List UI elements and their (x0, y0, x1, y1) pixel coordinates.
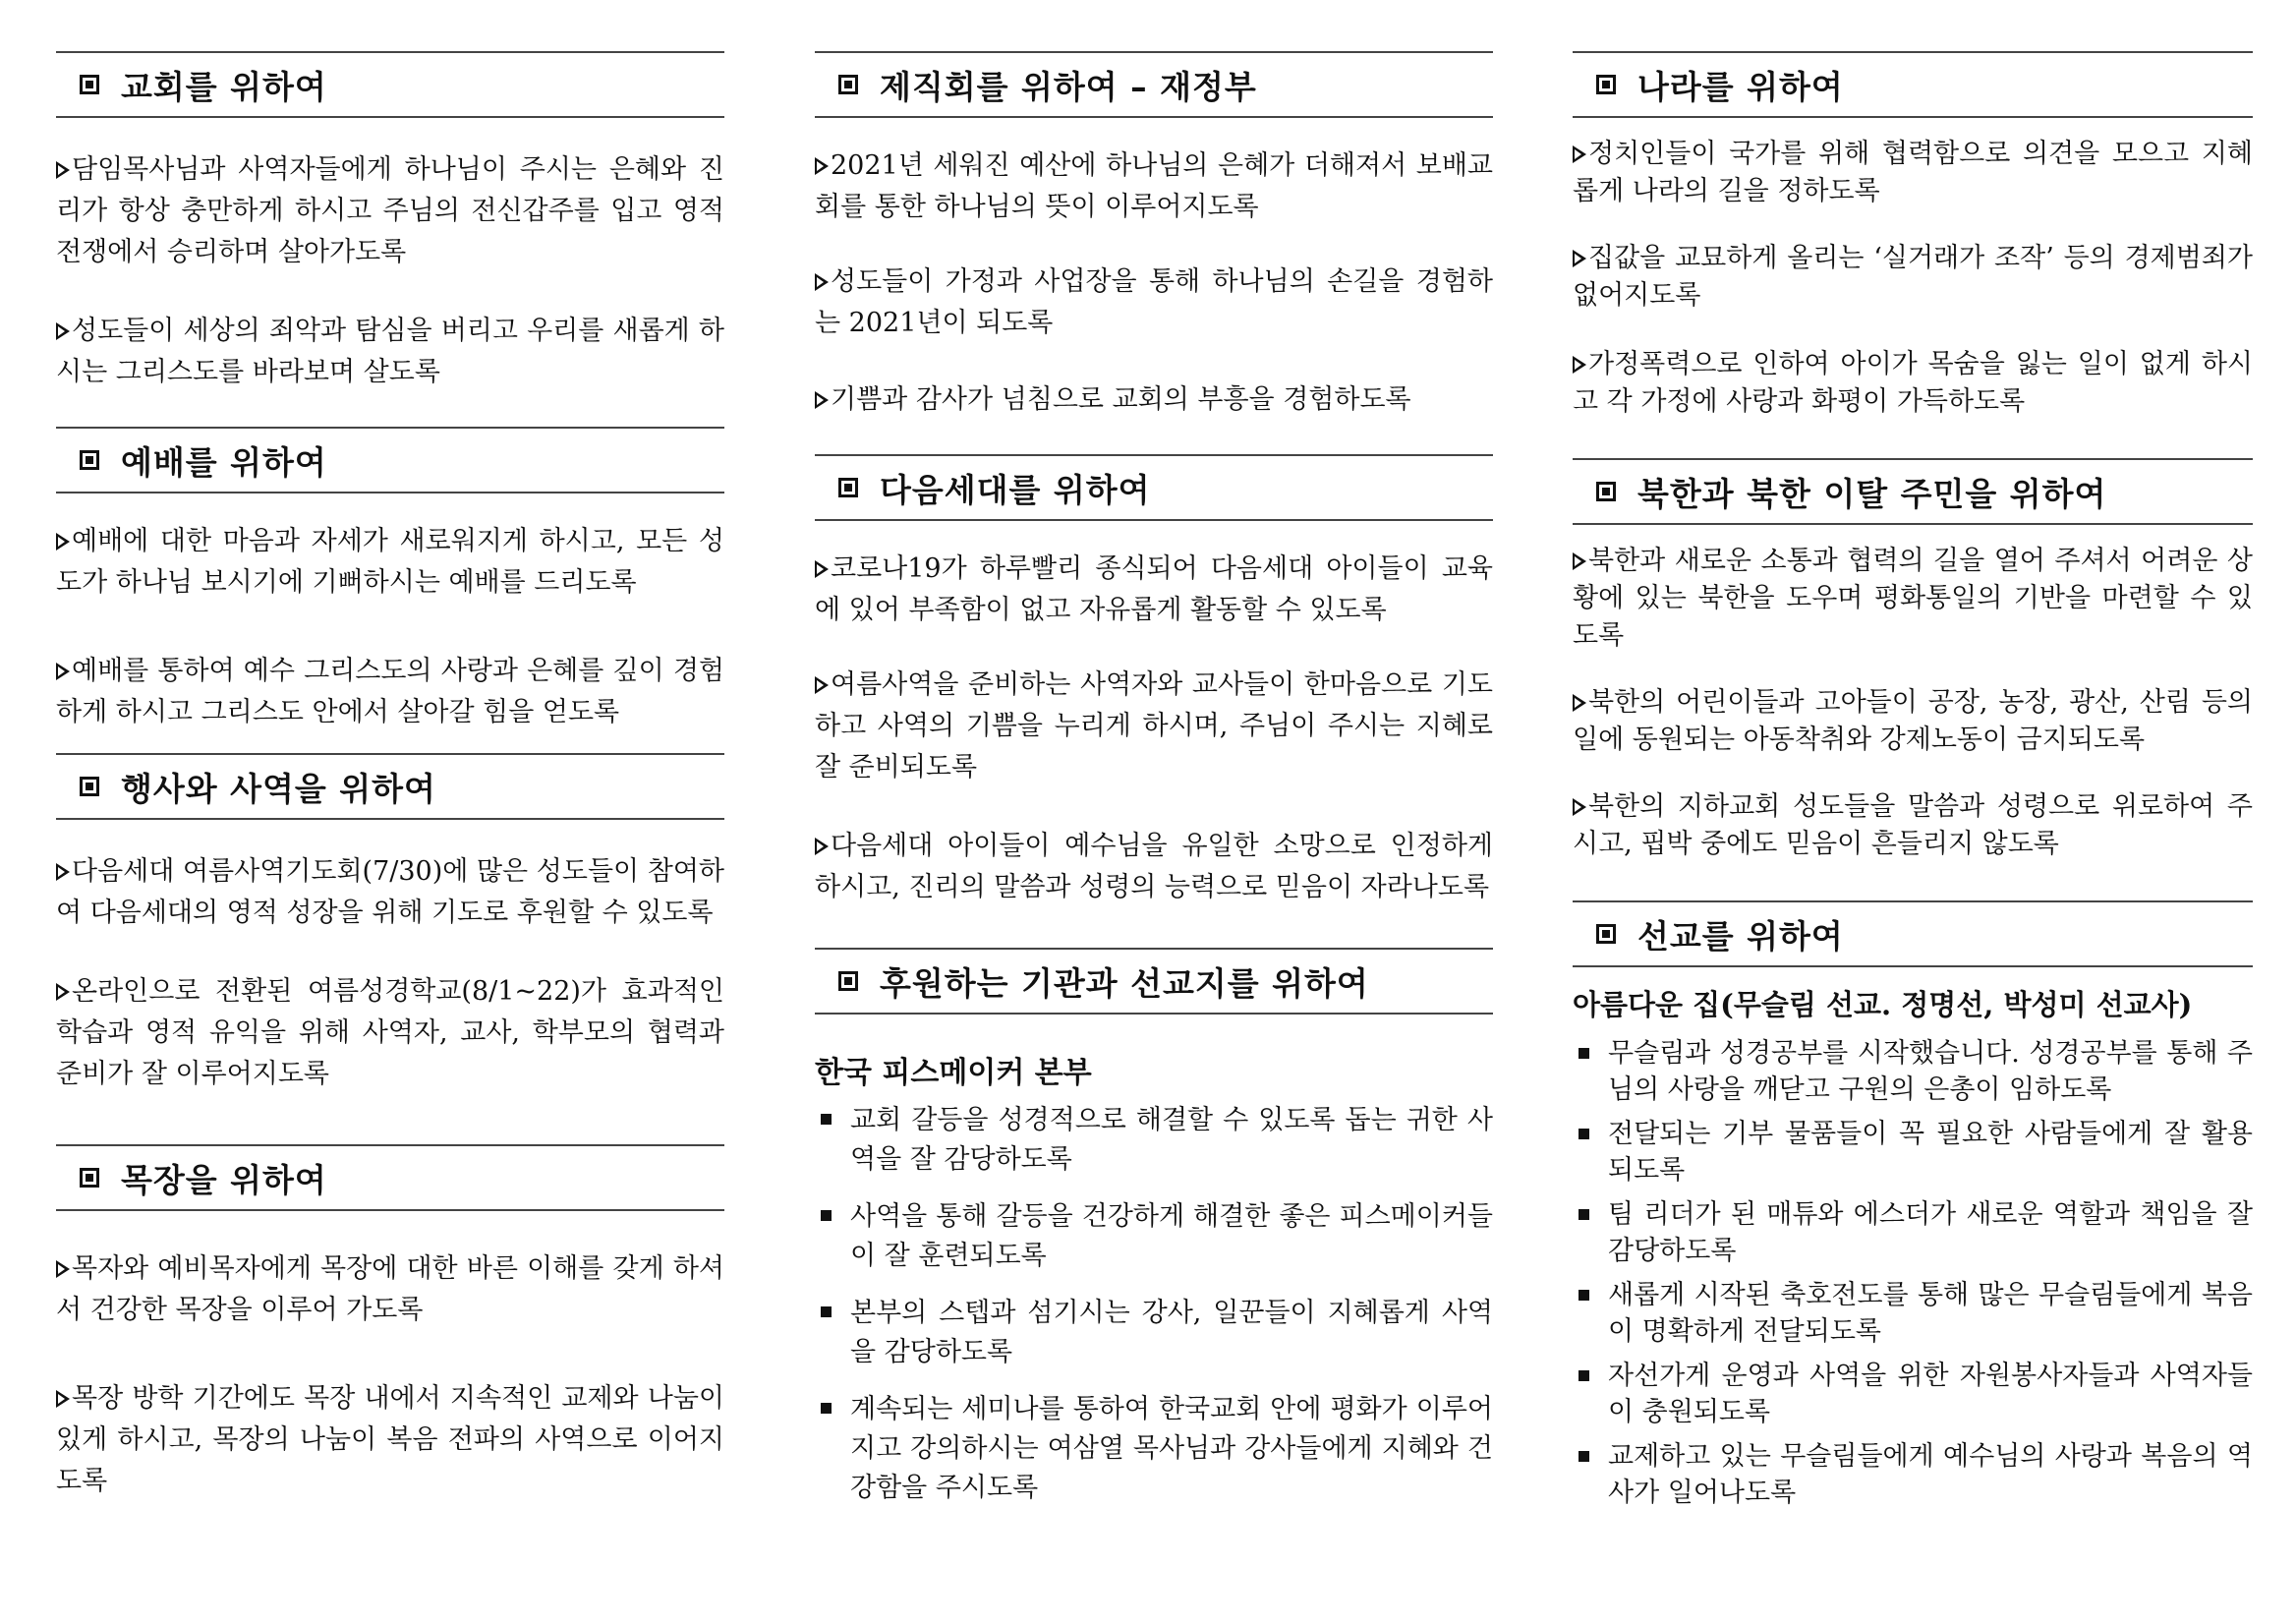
square-bullet-icon (80, 450, 99, 470)
list-item: 본부의 스텝과 섬기시는 강사, 일꾼들이 지혜롭게 사역을 감당하도록 (815, 1294, 1493, 1372)
prayer-item: 가정폭력으로 인하여 아이가 목숨을 잃는 일이 없게 하시고 각 가정에 사랑과 화평이 가득하도록 (1573, 349, 2253, 417)
section-heading-events: 행사와 사역을 위하여 (56, 753, 724, 820)
prayer-item: 2021년 세워진 예산에 하나님의 은혜가 더해져서 보배교회를 통한 하나님의 뜻이 이루어지도록 (815, 150, 1493, 222)
list-item: 전달되는 기부 물품들이 꼭 필요한 사람들에게 잘 활용되도록 (1573, 1116, 2253, 1189)
section-heading-north-korea: 북한과 북한 이탈 주민을 위하여 (1573, 458, 2253, 525)
square-bullet-icon (80, 777, 99, 796)
mission-org-title: 아름다운 집(무슬림 선교. 정명선, 박성미 선교사) (1573, 988, 2193, 1021)
prayer-item: 목장 방학 기간에도 목장 내에서 지속적인 교제와 나눔이 있게 하시고, 목장의 나눔이 복음 전파의 사역으로 이어지도록 (56, 1383, 724, 1496)
support-org-title: 한국 피스메이커 본부 (815, 1056, 1092, 1090)
prayer-item: 북한의 어린이들과 고아들이 공장, 농장, 광산, 산림 등의 일에 동원되는 아동착취와 강제노동이 금지되도록 (1573, 687, 2253, 755)
section-heading-support: 후원하는 기관과 선교지를 위하여 (815, 948, 1493, 1015)
triangle-bullet-icon (1573, 250, 1586, 267)
mission-list (1573, 1035, 2253, 1511)
prayer-item: 예배를 통하여 예수 그리스도의 사랑과 은혜를 깊이 경험하게 하시고 그리스도 안에서 살아갈 힘을 얻도록 (56, 656, 724, 727)
square-bullet-icon (1596, 924, 1616, 944)
triangle-bullet-icon (815, 838, 829, 855)
triangle-bullet-icon (815, 273, 829, 291)
triangle-bullet-icon (1573, 694, 1586, 712)
list-item: 무슬림과 성경공부를 시작했습니다. 성경공부를 통해 주님의 사랑을 깨닫고 구원의 은총이 임하도록 (1573, 1035, 2253, 1108)
triangle-bullet-icon (1573, 145, 1586, 163)
list-item: 교회 갈등을 성경적으로 해결할 수 있도록 돕는 귀한 사역을 잘 감당하도록 (815, 1101, 1493, 1180)
prayer-item: 온라인으로 전환된 여름성경학교(8/1~22)가 효과적인 학습과 영적 유익을 위해 사역자, 교사, 학부모의 협력과 준비가 잘 이루어지도록 (56, 976, 724, 1089)
list-item: 자선가게 운영과 사역을 위한 자원봉사자들과 사역자들이 충원되도록 (1573, 1358, 2253, 1430)
section-heading-finance: 제직회를 위하여 – 재정부 (815, 51, 1493, 118)
list-item: 사역을 통해 갈등을 건강하게 해결한 좋은 피스메이커들이 잘 훈련되도록 (815, 1197, 1493, 1276)
triangle-bullet-icon (56, 1260, 70, 1278)
square-bullet-icon (80, 1168, 99, 1188)
prayer-item: 여름사역을 준비하는 사역자와 교사들이 한마음으로 기도하고 사역의 기쁨을 누리게 하시며, 주님이 주시는 지혜로 잘 준비되도록 (815, 669, 1493, 783)
square-bullet-icon (1596, 75, 1616, 94)
triangle-bullet-icon (56, 161, 70, 179)
triangle-bullet-icon (56, 983, 70, 1001)
square-bullet-icon (1596, 482, 1616, 501)
list-item: 교제하고 있는 무슬림들에게 예수님의 사랑과 복음의 역사가 일어나도록 (1573, 1438, 2253, 1511)
section-heading-cell: 목장을 위하여 (56, 1144, 724, 1211)
prayer-item: 정치인들이 국가를 위해 협력함으로 의견을 모으고 지혜롭게 나라의 길을 정하도록 (1573, 139, 2253, 206)
prayer-item: 집값을 교묘하게 올리는 ‘실거래가 조작’ 등의 경제범죄가 없어지도록 (1573, 243, 2253, 311)
prayer-item: 기쁨과 감사가 넘침으로 교회의 부흥을 경험하도록 (815, 379, 1493, 421)
support-list (815, 1101, 1493, 1508)
section-heading-nation: 나라를 위하여 (1573, 51, 2253, 118)
column-right (1573, 51, 2253, 1511)
prayer-item: 북한과 새로운 소통과 협력의 길을 열어 주셔서 어려운 상황에 있는 북한을 도우며 평화통일의 기반을 마련할 수 있도록 (1573, 546, 2253, 651)
prayer-item: 성도들이 세상의 죄악과 탐심을 버리고 우리를 새롭게 하시는 그리스도를 바라보며 살도록 (56, 316, 724, 387)
prayer-item: 목자와 예비목자에게 목장에 대한 바른 이해를 갖게 하셔서 건강한 목장을 이루어 가도록 (56, 1253, 724, 1325)
section-heading-worship: 예배를 위하여 (56, 427, 724, 493)
triangle-bullet-icon (815, 157, 829, 175)
list-item: 계속되는 세미나를 통하여 한국교회 안에 평화가 이루어지고 강의하시는 여삼열 목사님과 강사들에게 지혜와 건강함을 주시도록 (815, 1390, 1493, 1508)
triangle-bullet-icon (56, 322, 70, 340)
triangle-bullet-icon (815, 560, 829, 578)
prayer-item: 코로나19가 하루빨리 종식되어 다음세대 아이들이 교육에 있어 부족함이 없고 자유롭게 활동할 수 있도록 (815, 553, 1493, 625)
prayer-item: 예배에 대한 마음과 자세가 새로워지게 하시고, 모든 성도가 하나님 보시기에 기뻐하시는 예배를 드리도록 (56, 526, 724, 598)
square-bullet-icon (80, 75, 99, 94)
column-left (56, 51, 724, 1502)
prayer-item: 담임목사님과 사역자들에게 하나님이 주시는 은혜와 진리가 항상 충만하게 하시고 주님의 전신갑주를 입고 영적 전쟁에서 승리하며 살아가도록 (56, 154, 724, 267)
triangle-bullet-icon (56, 863, 70, 881)
prayer-item: 북한의 지하교회 성도들을 말씀과 성령으로 위로하여 주시고, 핍박 중에도 믿음이 흔들리지 않도록 (1573, 791, 2253, 859)
prayer-item: 다음세대 아이들이 예수님을 유일한 소망으로 인정하게 하시고, 진리의 말씀과 성령의 능력으로 믿음이 자라나도록 (815, 831, 1493, 902)
triangle-bullet-icon (56, 663, 70, 680)
triangle-bullet-icon (1573, 356, 1586, 374)
square-bullet-icon (838, 478, 858, 497)
section-heading-church: 교회를 위하여 (56, 51, 724, 118)
square-bullet-icon (838, 971, 858, 991)
section-heading-mission: 선교를 위하여 (1573, 900, 2253, 967)
column-middle (815, 51, 1493, 1508)
section-heading-nextgen: 다음세대를 위하여 (815, 454, 1493, 521)
triangle-bullet-icon (56, 533, 70, 551)
list-item: 팀 리더가 된 매튜와 에스더가 새로운 역할과 책임을 잘 감당하도록 (1573, 1196, 2253, 1269)
triangle-bullet-icon (56, 1390, 70, 1408)
list-item: 새롭게 시작된 축호전도를 통해 많은 무슬림들에게 복음이 명확하게 전달되도록 (1573, 1277, 2253, 1350)
triangle-bullet-icon (1573, 798, 1586, 816)
triangle-bullet-icon (815, 391, 829, 409)
square-bullet-icon (838, 75, 858, 94)
prayer-item: 다음세대 여름사역기도회(7/30)에 많은 성도들이 참여하여 다음세대의 영적 성장을 위해 기도로 후원할 수 있도록 (56, 856, 724, 928)
prayer-item: 성도들이 가정과 사업장을 통해 하나님의 손길을 경험하는 2021년이 되도록 (815, 266, 1493, 338)
triangle-bullet-icon (1573, 552, 1586, 570)
triangle-bullet-icon (815, 676, 829, 694)
